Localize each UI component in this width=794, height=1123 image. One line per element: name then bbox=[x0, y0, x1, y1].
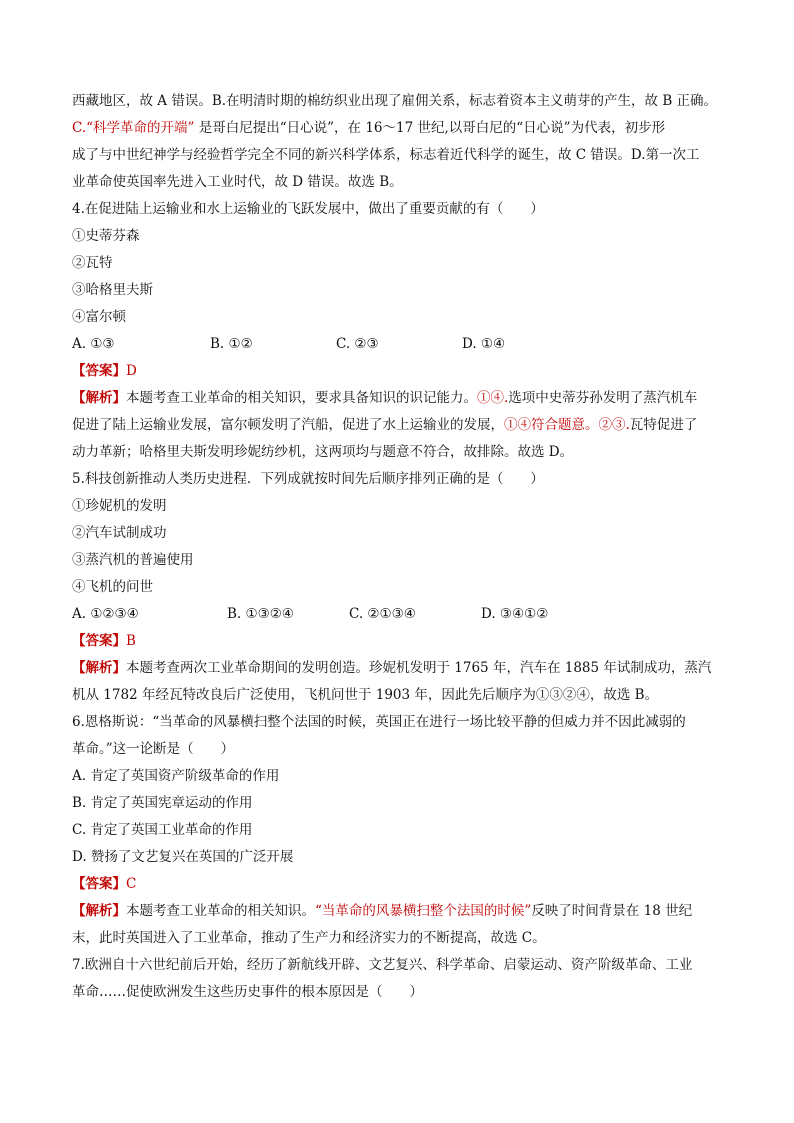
answer-tag: 【答案】 bbox=[72, 876, 126, 892]
q4-item: ③哈格里夫斯 bbox=[72, 282, 153, 298]
q4-option-c[interactable]: C. ②③ bbox=[336, 336, 379, 352]
analysis-highlight: “当革命的风暴横扫整个法国的时候” bbox=[315, 903, 532, 919]
analysis-text: 选项中史蒂芬孙发明了蒸汽机车 bbox=[508, 390, 698, 406]
q6-stem: 6.恩格斯说：“当革命的风暴横扫整个法国的时候，英国正在进行一场比较平静的但威力并不因此减弱的 bbox=[72, 714, 686, 730]
q6-stem: 革命。”这一论断是（ ） bbox=[72, 741, 235, 757]
analysis-text: 瓦特促进了 bbox=[629, 417, 698, 433]
q5-answer bbox=[72, 628, 724, 655]
q5-item: ④飞机的问世 bbox=[72, 579, 153, 595]
document-page bbox=[72, 88, 724, 1006]
analysis-tag: 【解析】 bbox=[72, 390, 126, 406]
answer-tag: 【答案】 bbox=[72, 633, 126, 649]
q3-explanation-line bbox=[72, 115, 724, 142]
analysis-highlight: ①④符合题意。②③. bbox=[504, 417, 630, 433]
analysis-text: 本题考查工业革命的相关知识，要求具备知识的识记能力。 bbox=[126, 390, 477, 406]
q6-answer bbox=[72, 871, 724, 898]
analysis-text: 促进了陆上运输业发展，富尔顿发明了汽船，促进了水上运输业的发展， bbox=[72, 417, 504, 433]
q6-analysis-line bbox=[72, 898, 724, 925]
analysis-text: 本题考查两次工业革命期间的发明创造。珍妮机发明于 1765 年，汽车在 1885 年试制成功，蒸汽 bbox=[126, 660, 712, 676]
q5-option-b[interactable]: B. ①③②④ bbox=[227, 606, 294, 622]
q4-analysis-line bbox=[72, 412, 724, 439]
q5-option-a[interactable]: A. ①②③④ bbox=[72, 606, 139, 622]
analysis-highlight: ①④. bbox=[477, 390, 509, 406]
q5-option-d[interactable]: D. ③④①② bbox=[481, 606, 549, 622]
q4-answer bbox=[72, 358, 724, 385]
q4-option-b[interactable]: B. ①② bbox=[210, 336, 253, 352]
analysis-text: 反映了时间背景在 18 世纪 bbox=[531, 903, 693, 919]
q4-analysis-line bbox=[72, 385, 724, 412]
q4-item: ②瓦特 bbox=[72, 255, 113, 271]
q4-item: ④富尔顿 bbox=[72, 309, 126, 325]
q5-item: ③蒸汽机的普遍使用 bbox=[72, 552, 194, 568]
q5-stem: 5.科技创新推动人类历史进程．下列成就按时间先后顺序排列正确的是（ ） bbox=[72, 471, 544, 487]
q7-stem: 7.欧洲自十六世纪前后开始，经历了新航线开辟、文艺复兴、科学革命、启蒙运动、资产阶级革命、工业 bbox=[72, 957, 693, 973]
answer-value: B bbox=[126, 633, 136, 649]
q6-analysis-line: 末，此时英国进入了工业革命，推动了生产力和经济实力的不断提高，故选 C。 bbox=[72, 930, 546, 946]
q3-quote: “科学革命的开端” bbox=[86, 120, 195, 136]
q3-explanation-text: 是哥白尼提出“日心说”，在 16～17 世纪,以哥白尼的“日心说”为代表，初步形 bbox=[194, 120, 666, 136]
q5-analysis-line: 机从 1782 年经瓦特改良后广泛使用，飞机问世于 1903 年，因此先后顺序为①③②④，故选 B。 bbox=[72, 687, 659, 703]
q4-option-d[interactable]: D. ①④ bbox=[462, 336, 506, 352]
q4-analysis-line: 动力革新；哈格里夫斯发明珍妮纺纱机，这两项均与题意不符合，故排除。故选 D。 bbox=[72, 444, 574, 460]
q4-option-a[interactable]: A. ①③ bbox=[72, 336, 115, 352]
q6-option-a[interactable]: A. 肯定了英国资产阶级革命的作用 bbox=[72, 768, 280, 784]
q6-option-b[interactable]: B. 肯定了英国宪章运动的作用 bbox=[72, 795, 253, 811]
q6-option-c[interactable]: C. 肯定了英国工业革命的作用 bbox=[72, 822, 253, 838]
q3-explanation-line: 成了与中世纪神学与经验哲学完全不同的新兴科学体系，标志着近代科学的诞生，故 C 错误。D.第一次工 bbox=[72, 147, 700, 163]
answer-value: C bbox=[126, 876, 137, 892]
q5-item: ①珍妮机的发明 bbox=[72, 498, 167, 514]
q7-stem: 革命……促使欧洲发生这些历史事件的根本原因是（ ） bbox=[72, 984, 423, 1000]
analysis-tag: 【解析】 bbox=[72, 660, 126, 676]
q5-analysis-line bbox=[72, 655, 724, 682]
analysis-text: 本题考查工业革命的相关知识。 bbox=[126, 903, 315, 919]
q6-option-d[interactable]: D. 赞扬了文艺复兴在英国的广泛开展 bbox=[72, 849, 294, 865]
q4-options bbox=[72, 331, 724, 358]
answer-value: D bbox=[126, 363, 137, 379]
q3-explanation-line: 业革命使英国率先进入工业时代，故 D 错误。故选 B。 bbox=[72, 174, 403, 190]
q4-item: ①史蒂芬森 bbox=[72, 228, 140, 244]
answer-tag: 【答案】 bbox=[72, 363, 126, 379]
q5-item: ②汽车试制成功 bbox=[72, 525, 167, 541]
q5-options bbox=[72, 601, 724, 628]
q3-option-c-prefix: C. bbox=[72, 120, 87, 136]
q5-option-c[interactable]: C. ②①③④ bbox=[349, 606, 416, 622]
q4-stem: 4.在促进陆上运输业和水上运输业的飞跃发展中，做出了重要贡献的有（ ） bbox=[72, 201, 544, 217]
q3-explanation-line: 西藏地区，故 A 错误。B.在明清时期的棉纺织业出现了雇佣关系，标志着资本主义萌芽的产生，故 B 正确。 bbox=[72, 93, 718, 109]
analysis-tag: 【解析】 bbox=[72, 903, 126, 919]
